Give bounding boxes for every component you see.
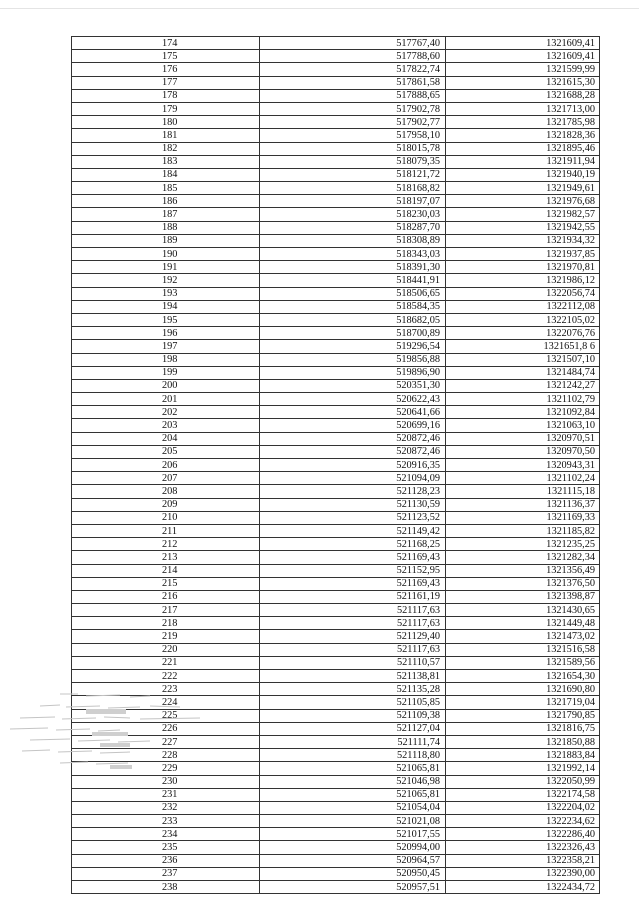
point-number-cell: 223 (72, 683, 260, 696)
point-number-cell: 193 (72, 287, 260, 300)
x-coordinate-cell: 520994,00 (260, 841, 446, 854)
point-number-cell: 187 (72, 208, 260, 221)
table-row (72, 432, 600, 445)
x-coordinate-cell: 519856,88 (260, 353, 446, 366)
y-coordinate-cell: 1321976,68 (446, 195, 600, 208)
x-coordinate-cell: 518391,30 (260, 261, 446, 274)
point-number-cell: 219 (72, 630, 260, 643)
table-row (72, 841, 600, 854)
point-number-cell: 175 (72, 50, 260, 63)
point-number-cell: 202 (72, 406, 260, 419)
y-coordinate-cell: 1321356,49 (446, 564, 600, 577)
x-coordinate-cell: 519896,90 (260, 366, 446, 379)
x-coordinate-cell: 521065,81 (260, 788, 446, 801)
point-number-cell: 209 (72, 498, 260, 511)
x-coordinate-cell: 521117,63 (260, 604, 446, 617)
x-coordinate-cell: 520351,30 (260, 379, 446, 392)
x-coordinate-cell: 521111,74 (260, 735, 446, 748)
point-number-cell: 206 (72, 459, 260, 472)
y-coordinate-cell: 1321615,30 (446, 76, 600, 89)
table-row (72, 511, 600, 524)
y-coordinate-cell: 1322286,40 (446, 828, 600, 841)
y-coordinate-cell: 1321942,55 (446, 221, 600, 234)
point-number-cell: 215 (72, 577, 260, 590)
x-coordinate-cell: 521161,19 (260, 590, 446, 603)
y-coordinate-cell: 1321449,48 (446, 617, 600, 630)
point-number-cell: 189 (72, 234, 260, 247)
y-coordinate-cell: 1321609,41 (446, 37, 600, 50)
point-number-cell: 183 (72, 155, 260, 168)
y-coordinate-cell: 1321785,98 (446, 116, 600, 129)
point-number-cell: 221 (72, 656, 260, 669)
point-number-cell: 186 (72, 195, 260, 208)
x-coordinate-cell: 521017,55 (260, 828, 446, 841)
table-row (72, 248, 600, 261)
point-number-cell: 214 (72, 564, 260, 577)
y-coordinate-cell: 1321828,36 (446, 129, 600, 142)
point-number-cell: 177 (72, 76, 260, 89)
point-number-cell: 207 (72, 472, 260, 485)
y-coordinate-cell: 1322358,21 (446, 854, 600, 867)
point-number-cell: 227 (72, 735, 260, 748)
y-coordinate-cell: 1321473,02 (446, 630, 600, 643)
table-row (72, 274, 600, 287)
table-row (72, 709, 600, 722)
x-coordinate-cell: 518230,03 (260, 208, 446, 221)
x-coordinate-cell: 521169,43 (260, 577, 446, 590)
x-coordinate-cell: 521118,80 (260, 749, 446, 762)
coordinates-table-body (72, 37, 600, 894)
point-number-cell: 230 (72, 775, 260, 788)
y-coordinate-cell: 1322434,72 (446, 881, 600, 894)
y-coordinate-cell: 1321651,8 6 (446, 340, 600, 353)
table-row (72, 340, 600, 353)
y-coordinate-cell: 1322076,76 (446, 327, 600, 340)
table-row (72, 63, 600, 76)
point-number-cell: 204 (72, 432, 260, 445)
table-row (72, 775, 600, 788)
point-number-cell: 205 (72, 445, 260, 458)
x-coordinate-cell: 518343,03 (260, 248, 446, 261)
table-row (72, 722, 600, 735)
y-coordinate-cell: 1321934,32 (446, 234, 600, 247)
y-coordinate-cell: 1321937,85 (446, 248, 600, 261)
y-coordinate-cell: 1321242,27 (446, 379, 600, 392)
table-row (72, 670, 600, 683)
x-coordinate-cell: 520641,66 (260, 406, 446, 419)
table-row (72, 116, 600, 129)
x-coordinate-cell: 518197,07 (260, 195, 446, 208)
table-row (72, 419, 600, 432)
x-coordinate-cell: 517958,10 (260, 129, 446, 142)
x-coordinate-cell: 518079,35 (260, 155, 446, 168)
table-row (72, 590, 600, 603)
point-number-cell: 225 (72, 709, 260, 722)
table-row (72, 683, 600, 696)
x-coordinate-cell: 518308,89 (260, 234, 446, 247)
x-coordinate-cell: 517902,77 (260, 116, 446, 129)
y-coordinate-cell: 1320970,50 (446, 445, 600, 458)
point-number-cell: 210 (72, 511, 260, 524)
point-number-cell: 190 (72, 248, 260, 261)
point-number-cell: 178 (72, 89, 260, 102)
y-coordinate-cell: 1321790,85 (446, 709, 600, 722)
point-number-cell: 195 (72, 313, 260, 326)
y-coordinate-cell: 1322056,74 (446, 287, 600, 300)
y-coordinate-cell: 1321102,24 (446, 472, 600, 485)
point-number-cell: 222 (72, 670, 260, 683)
y-coordinate-cell: 1321850,88 (446, 735, 600, 748)
y-coordinate-cell: 1321982,57 (446, 208, 600, 221)
table-row (72, 50, 600, 63)
y-coordinate-cell: 1321102,79 (446, 393, 600, 406)
table-row (72, 195, 600, 208)
table-row (72, 815, 600, 828)
y-coordinate-cell: 1321115,18 (446, 485, 600, 498)
point-number-cell: 216 (72, 590, 260, 603)
y-coordinate-cell: 1322112,08 (446, 300, 600, 313)
point-number-cell: 213 (72, 551, 260, 564)
table-row (72, 604, 600, 617)
table-row (72, 459, 600, 472)
table-row (72, 76, 600, 89)
y-coordinate-cell: 1321507,10 (446, 353, 600, 366)
x-coordinate-cell: 518168,82 (260, 182, 446, 195)
table-row (72, 142, 600, 155)
y-coordinate-cell: 1321169,33 (446, 511, 600, 524)
point-number-cell: 237 (72, 867, 260, 880)
x-coordinate-cell: 521138,81 (260, 670, 446, 683)
x-coordinate-cell: 518121,72 (260, 168, 446, 181)
table-row (72, 261, 600, 274)
x-coordinate-cell: 521127,04 (260, 722, 446, 735)
point-number-cell: 229 (72, 762, 260, 775)
y-coordinate-cell: 1321986,12 (446, 274, 600, 287)
x-coordinate-cell: 520872,46 (260, 432, 446, 445)
table-row (72, 854, 600, 867)
y-coordinate-cell: 1321063,10 (446, 419, 600, 432)
x-coordinate-cell: 521129,40 (260, 630, 446, 643)
y-coordinate-cell: 1321719,04 (446, 696, 600, 709)
y-coordinate-cell: 1321688,28 (446, 89, 600, 102)
table-row (72, 102, 600, 115)
x-coordinate-cell: 521135,28 (260, 683, 446, 696)
point-number-cell: 192 (72, 274, 260, 287)
table-row (72, 327, 600, 340)
table-row (72, 881, 600, 894)
y-coordinate-cell: 1322174,58 (446, 788, 600, 801)
y-coordinate-cell: 1322390,00 (446, 867, 600, 880)
table-row (72, 182, 600, 195)
x-coordinate-cell: 521065,81 (260, 762, 446, 775)
x-coordinate-cell: 519296,54 (260, 340, 446, 353)
point-number-cell: 232 (72, 801, 260, 814)
table-row (72, 37, 600, 50)
table-row (72, 801, 600, 814)
x-coordinate-cell: 517788,60 (260, 50, 446, 63)
point-number-cell: 182 (72, 142, 260, 155)
table-row (72, 168, 600, 181)
point-number-cell: 198 (72, 353, 260, 366)
y-coordinate-cell: 1321895,46 (446, 142, 600, 155)
x-coordinate-cell: 517861,58 (260, 76, 446, 89)
x-coordinate-cell: 521117,63 (260, 617, 446, 630)
point-number-cell: 228 (72, 749, 260, 762)
y-coordinate-cell: 1321992,14 (446, 762, 600, 775)
table-row (72, 313, 600, 326)
point-number-cell: 188 (72, 221, 260, 234)
point-number-cell: 200 (72, 379, 260, 392)
table-row (72, 538, 600, 551)
table-row (72, 353, 600, 366)
table-row (72, 498, 600, 511)
point-number-cell: 218 (72, 617, 260, 630)
table-row (72, 300, 600, 313)
point-number-cell: 220 (72, 643, 260, 656)
y-coordinate-cell: 1321185,82 (446, 524, 600, 537)
table-row (72, 643, 600, 656)
table-row (72, 445, 600, 458)
table-row (72, 617, 600, 630)
table-row (72, 379, 600, 392)
x-coordinate-cell: 517902,78 (260, 102, 446, 115)
x-coordinate-cell: 521128,23 (260, 485, 446, 498)
table-row (72, 524, 600, 537)
point-number-cell: 185 (72, 182, 260, 195)
y-coordinate-cell: 1321282,34 (446, 551, 600, 564)
x-coordinate-cell: 518441,91 (260, 274, 446, 287)
table-row (72, 762, 600, 775)
table-row (72, 656, 600, 669)
y-coordinate-cell: 1321430,65 (446, 604, 600, 617)
table-row (72, 287, 600, 300)
x-coordinate-cell: 518682,05 (260, 313, 446, 326)
table-row (72, 788, 600, 801)
table-row (72, 551, 600, 564)
point-number-cell: 176 (72, 63, 260, 76)
y-coordinate-cell: 1322234,62 (446, 815, 600, 828)
table-row (72, 221, 600, 234)
point-number-cell: 179 (72, 102, 260, 115)
y-coordinate-cell: 1320970,51 (446, 432, 600, 445)
x-coordinate-cell: 521110,57 (260, 656, 446, 669)
table-row (72, 406, 600, 419)
x-coordinate-cell: 521117,63 (260, 643, 446, 656)
y-coordinate-cell: 1321516,58 (446, 643, 600, 656)
x-coordinate-cell: 520872,46 (260, 445, 446, 458)
table-row (72, 749, 600, 762)
table-row (72, 234, 600, 247)
y-coordinate-cell: 1321609,41 (446, 50, 600, 63)
point-number-cell: 199 (72, 366, 260, 379)
point-number-cell: 224 (72, 696, 260, 709)
x-coordinate-cell: 518506,65 (260, 287, 446, 300)
x-coordinate-cell: 521169,43 (260, 551, 446, 564)
point-number-cell: 181 (72, 129, 260, 142)
y-coordinate-cell: 1322050,99 (446, 775, 600, 788)
table-row (72, 564, 600, 577)
table-row (72, 89, 600, 102)
y-coordinate-cell: 1320943,31 (446, 459, 600, 472)
x-coordinate-cell: 521054,04 (260, 801, 446, 814)
y-coordinate-cell: 1321970,81 (446, 261, 600, 274)
point-number-cell: 194 (72, 300, 260, 313)
table-row (72, 366, 600, 379)
point-number-cell: 197 (72, 340, 260, 353)
y-coordinate-cell: 1321398,87 (446, 590, 600, 603)
x-coordinate-cell: 520957,51 (260, 881, 446, 894)
x-coordinate-cell: 520916,35 (260, 459, 446, 472)
point-number-cell: 201 (72, 393, 260, 406)
point-number-cell: 233 (72, 815, 260, 828)
y-coordinate-cell: 1321136,37 (446, 498, 600, 511)
point-number-cell: 226 (72, 722, 260, 735)
x-coordinate-cell: 521130,59 (260, 498, 446, 511)
y-coordinate-cell: 1321376,50 (446, 577, 600, 590)
x-coordinate-cell: 518700,89 (260, 327, 446, 340)
table-row (72, 696, 600, 709)
y-coordinate-cell: 1321589,56 (446, 656, 600, 669)
table-row (72, 867, 600, 880)
point-number-cell: 180 (72, 116, 260, 129)
x-coordinate-cell: 517767,40 (260, 37, 446, 50)
x-coordinate-cell: 520950,45 (260, 867, 446, 880)
point-number-cell: 208 (72, 485, 260, 498)
page-top-edge (0, 8, 639, 9)
table-row (72, 630, 600, 643)
point-number-cell: 196 (72, 327, 260, 340)
x-coordinate-cell: 520964,57 (260, 854, 446, 867)
table-row (72, 129, 600, 142)
coordinates-table (71, 36, 600, 894)
table-row (72, 208, 600, 221)
y-coordinate-cell: 1321235,25 (446, 538, 600, 551)
point-number-cell: 174 (72, 37, 260, 50)
point-number-cell: 212 (72, 538, 260, 551)
x-coordinate-cell: 517888,65 (260, 89, 446, 102)
y-coordinate-cell: 1321484,74 (446, 366, 600, 379)
x-coordinate-cell: 521094,09 (260, 472, 446, 485)
y-coordinate-cell: 1321713,00 (446, 102, 600, 115)
y-coordinate-cell: 1321092,84 (446, 406, 600, 419)
x-coordinate-cell: 518584,35 (260, 300, 446, 313)
point-number-cell: 203 (72, 419, 260, 432)
table-row (72, 735, 600, 748)
y-coordinate-cell: 1322105,02 (446, 313, 600, 326)
point-number-cell: 191 (72, 261, 260, 274)
x-coordinate-cell: 518287,70 (260, 221, 446, 234)
table-row (72, 472, 600, 485)
table-row (72, 828, 600, 841)
y-coordinate-cell: 1321911,94 (446, 155, 600, 168)
y-coordinate-cell: 1321883,84 (446, 749, 600, 762)
x-coordinate-cell: 521109,38 (260, 709, 446, 722)
x-coordinate-cell: 520699,16 (260, 419, 446, 432)
point-number-cell: 234 (72, 828, 260, 841)
y-coordinate-cell: 1321654,30 (446, 670, 600, 683)
x-coordinate-cell: 521168,25 (260, 538, 446, 551)
point-number-cell: 235 (72, 841, 260, 854)
table-row (72, 155, 600, 168)
x-coordinate-cell: 521105,85 (260, 696, 446, 709)
point-number-cell: 238 (72, 881, 260, 894)
x-coordinate-cell: 521021,08 (260, 815, 446, 828)
y-coordinate-cell: 1321949,61 (446, 182, 600, 195)
x-coordinate-cell: 518015,78 (260, 142, 446, 155)
point-number-cell: 217 (72, 604, 260, 617)
x-coordinate-cell: 517822,74 (260, 63, 446, 76)
x-coordinate-cell: 521046,98 (260, 775, 446, 788)
table-row (72, 393, 600, 406)
x-coordinate-cell: 521149,42 (260, 524, 446, 537)
y-coordinate-cell: 1321816,75 (446, 722, 600, 735)
y-coordinate-cell: 1322326,43 (446, 841, 600, 854)
x-coordinate-cell: 521152,95 (260, 564, 446, 577)
table-row (72, 577, 600, 590)
table-row (72, 485, 600, 498)
y-coordinate-cell: 1321690,80 (446, 683, 600, 696)
x-coordinate-cell: 521123,52 (260, 511, 446, 524)
y-coordinate-cell: 1321599,99 (446, 63, 600, 76)
y-coordinate-cell: 1321940,19 (446, 168, 600, 181)
x-coordinate-cell: 520622,43 (260, 393, 446, 406)
point-number-cell: 184 (72, 168, 260, 181)
point-number-cell: 231 (72, 788, 260, 801)
y-coordinate-cell: 1322204,02 (446, 801, 600, 814)
point-number-cell: 236 (72, 854, 260, 867)
point-number-cell: 211 (72, 524, 260, 537)
